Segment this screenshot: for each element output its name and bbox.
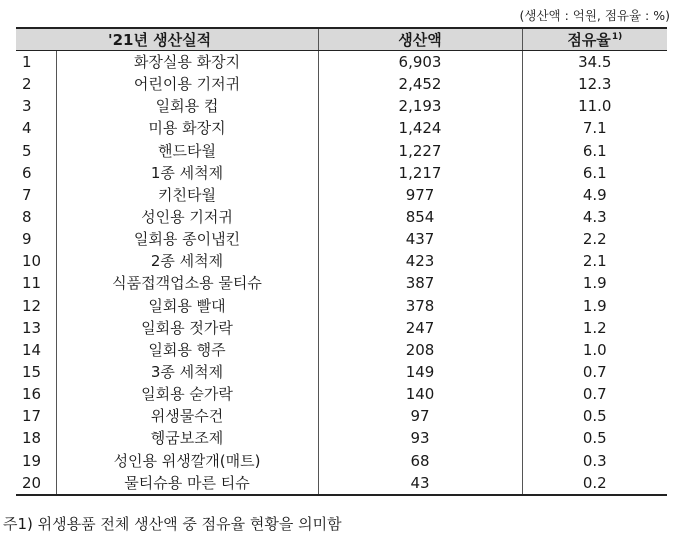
amount-cell: 387 (318, 272, 522, 294)
amount-cell: 6,903 (318, 51, 522, 74)
rank-cell: 17 (22, 407, 42, 426)
item-name-cell: 키친타월 (56, 184, 318, 206)
table-row (16, 228, 667, 250)
share-cell: 2.2 (522, 228, 667, 250)
rank-cell: 10 (22, 252, 42, 271)
table-row (16, 450, 667, 472)
table-row (16, 272, 667, 294)
footnote: 주1) 위생용품 전체 생산액 중 점유율 현황을 의미함 (3, 515, 342, 533)
share-cell: 0.7 (522, 361, 667, 383)
rank-cell: 5 (22, 141, 32, 160)
share-cell: 2.1 (522, 250, 667, 272)
share-cell: 1.9 (522, 272, 667, 294)
table-row (16, 184, 667, 206)
share-cell: 0.5 (522, 427, 667, 449)
item-name-cell: 핸드타월 (56, 140, 318, 162)
item-name-cell: 식품접객업소용 물티슈 (56, 272, 318, 294)
amount-cell: 2,193 (318, 95, 522, 117)
amount-cell: 140 (318, 383, 522, 405)
table-row (16, 295, 667, 317)
table-body (16, 51, 667, 495)
table-row (16, 472, 667, 495)
rank-cell: 1 (22, 53, 32, 72)
rank-cell: 7 (22, 185, 32, 204)
share-cell: 34.5 (522, 51, 667, 74)
amount-cell: 97 (318, 405, 522, 427)
item-name-cell: 1종 세척제 (56, 162, 318, 184)
item-name-cell: 어린이용 기저귀 (56, 73, 318, 95)
item-name-cell: 일회용 종이냅킨 (56, 228, 318, 250)
item-name-cell: 성인용 위생깔개(매트) (56, 450, 318, 472)
table-row (16, 339, 667, 361)
item-name-cell: 미용 화장지 (56, 117, 318, 139)
share-cell: 12.3 (522, 73, 667, 95)
table-row (16, 162, 667, 184)
header-title-text: '21년 생산실적 (108, 31, 212, 49)
table-row (16, 206, 667, 228)
amount-cell: 247 (318, 317, 522, 339)
share-cell: 0.7 (522, 383, 667, 405)
amount-cell: 1,424 (318, 117, 522, 139)
rank-cell: 19 (22, 451, 42, 470)
header-share (522, 28, 667, 51)
header-amount: 생산액 (318, 28, 522, 51)
amount-cell: 378 (318, 295, 522, 317)
table-header-row (16, 28, 667, 51)
rank-cell: 6 (22, 163, 32, 182)
table-row (16, 51, 667, 74)
table-row (16, 117, 667, 139)
rank-cell: 12 (22, 296, 42, 315)
rank-cell: 11 (22, 274, 42, 293)
item-name-cell: 일회용 젓가락 (56, 317, 318, 339)
table-row (16, 361, 667, 383)
amount-cell: 423 (318, 250, 522, 272)
amount-cell: 68 (318, 450, 522, 472)
item-name-cell: 일회용 컵 (56, 95, 318, 117)
table-row (16, 140, 667, 162)
item-name-cell: 일회용 행주 (56, 339, 318, 361)
rank-cell: 15 (22, 363, 42, 382)
item-name-cell: 2종 세척제 (56, 250, 318, 272)
item-name-cell: 일회용 빨대 (56, 295, 318, 317)
rank-cell: 18 (22, 429, 42, 448)
item-name-cell: 일회용 숟가락 (56, 383, 318, 405)
share-cell: 0.5 (522, 405, 667, 427)
rank-cell: 4 (22, 119, 32, 138)
table-row (16, 250, 667, 272)
item-name-cell: 성인용 기저귀 (56, 206, 318, 228)
amount-cell: 1,227 (318, 140, 522, 162)
rank-cell: 2 (22, 75, 32, 94)
rank-cell: 20 (16, 472, 56, 495)
amount-cell: 43 (318, 472, 522, 495)
unit-note: (생산액 : 억원, 점유율 : %) (519, 8, 670, 23)
header-share-text: 점유율 (567, 31, 611, 49)
amount-cell: 93 (318, 427, 522, 449)
amount-cell: 437 (318, 228, 522, 250)
rank-cell: 9 (22, 230, 32, 249)
amount-cell: 854 (318, 206, 522, 228)
amount-cell: 2,452 (318, 73, 522, 95)
share-cell: 0.3 (522, 450, 667, 472)
header-title (16, 28, 318, 51)
rank-cell: 3 (22, 97, 32, 116)
rank-cell: 16 (22, 385, 42, 404)
share-cell: 1.2 (522, 317, 667, 339)
table-row (16, 427, 667, 449)
rank-cell: 8 (22, 208, 32, 227)
share-cell: 1.0 (522, 339, 667, 361)
item-name-cell: 화장실용 화장지 (56, 51, 318, 74)
amount-cell: 149 (318, 361, 522, 383)
rank-cell: 14 (22, 340, 42, 359)
share-cell: 4.9 (522, 184, 667, 206)
table-row (16, 405, 667, 427)
table-row (16, 317, 667, 339)
share-cell: 11.0 (522, 95, 667, 117)
production-table (16, 27, 667, 496)
amount-cell: 1,217 (318, 162, 522, 184)
share-cell: 4.3 (522, 206, 667, 228)
item-name-cell: 물티슈용 마른 티슈 (56, 472, 318, 495)
share-cell: 6.1 (522, 140, 667, 162)
share-cell: 6.1 (522, 162, 667, 184)
table-row (16, 95, 667, 117)
amount-cell: 208 (318, 339, 522, 361)
rank-cell: 13 (22, 318, 42, 337)
share-cell: 7.1 (522, 117, 667, 139)
header-share-footnote-marker: 1) (611, 32, 623, 42)
share-cell: 1.9 (522, 295, 667, 317)
item-name-cell: 헹굼보조제 (56, 427, 318, 449)
table-row (16, 73, 667, 95)
table-row (16, 383, 667, 405)
item-name-cell: 위생물수건 (56, 405, 318, 427)
amount-cell: 977 (318, 184, 522, 206)
share-cell: 0.2 (522, 472, 667, 495)
item-name-cell: 3종 세척제 (56, 361, 318, 383)
